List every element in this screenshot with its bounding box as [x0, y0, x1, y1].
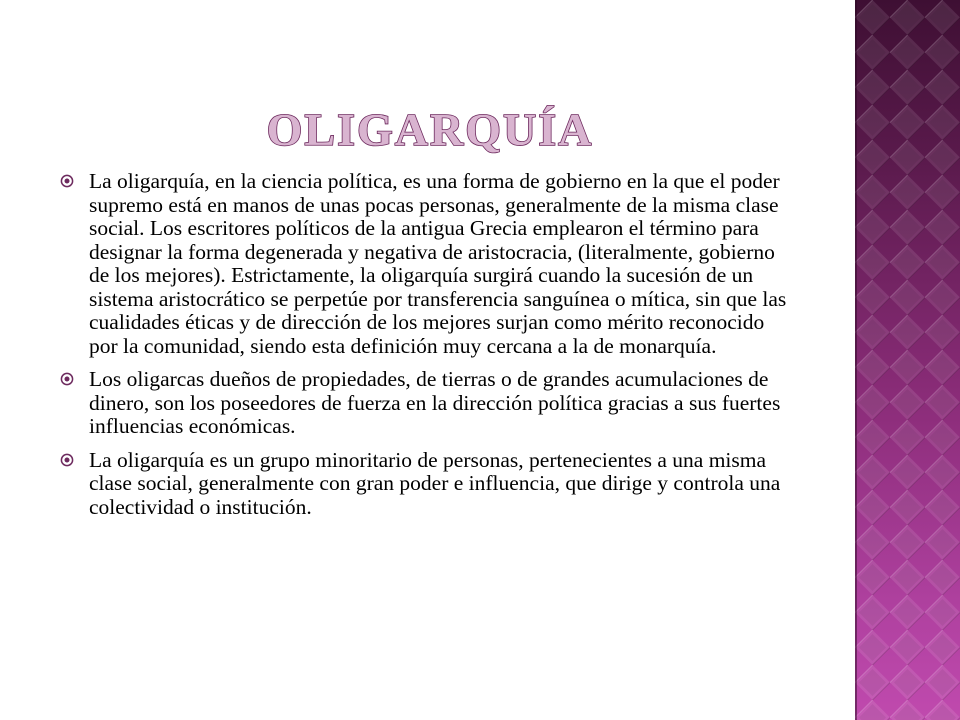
diamond-pattern-graphic: [855, 0, 960, 720]
circled-dot-icon: [60, 174, 74, 188]
slide-title: [266, 98, 594, 168]
bullet-list: [60, 170, 795, 529]
decorative-side-band: [855, 0, 960, 720]
circled-dot-icon: [60, 453, 74, 467]
circled-dot-icon: [60, 372, 74, 386]
bullet-text-1: La oligarquía, en la ciencia política, es una forma de gobierno en la que el poder supremo está en manos de unas pocas personas, generalmente de la misma clase social. Los escritores políticos de la antigua Grecia emplearon el término para designar la forma degenerada y negativa de aristocracia, (literalmente, gobierno de los mejores). Estrictamente, la oligarquía surgirá cuando la sucesión de un sistema aristocrático se perpetúe por transferencia sanguínea o mítica, sin que las cualidades éticas y de dirección de los mejores surjan como mérito reconocido por la comunidad, siendo esta definición muy cercana a la de monarquía.: [89, 169, 787, 358]
bullet-item-2: [60, 368, 795, 439]
bullet-text-3: La oligarquía es un grupo minoritario de personas, pertenecientes a una misma clase social, generalmente con gran poder e influencia, que dirige y controla una colectividad o institución.: [89, 447, 781, 519]
bullet-item-1: [60, 170, 795, 358]
bullet-text-2: Los oligarcas dueños de propiedades, de tierras o de grandes acumulaciones de dinero, son los poseedores de fuerza en la dirección política gracias a sus fuertes influencias económicas.: [89, 367, 781, 438]
slide-title-text: OLIGARQUÍA: [266, 104, 594, 155]
bullet-item-3: [60, 449, 795, 520]
